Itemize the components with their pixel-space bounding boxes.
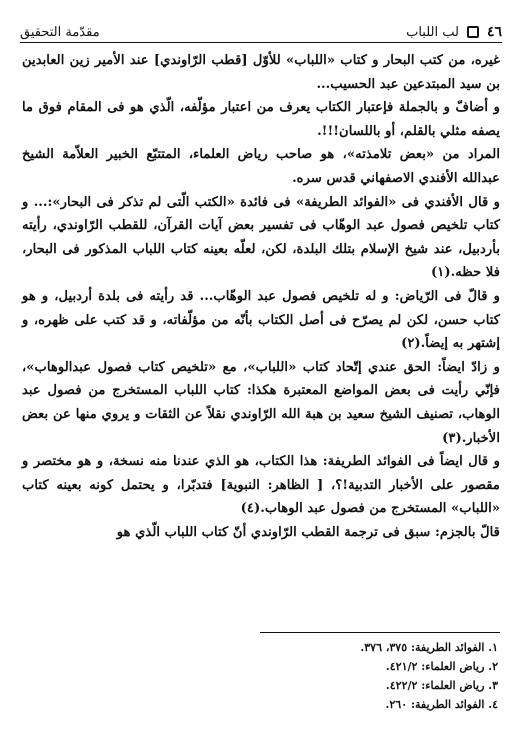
footnote: ٢. رياض العلماء: ٤٢١/٢.	[385, 660, 498, 673]
paragraph: قالّ بالجزم: سبق فى ترجمة القطب الرّاوندي أنّ كتاب اللباب الّذي هو	[116, 524, 500, 540]
footnote-divider	[260, 632, 500, 633]
paragraph: المراد من «بعض تلامذته»، هو صاحب رياض العلماء، المتتبّع الخبير العلاّمة الشيخ عبدالله الأفندي الاصفهاني قدس سره.	[22, 147, 500, 186]
footnote: ١. الفوائد الطريفة: ٣٧٥، ٣٧٦.	[360, 641, 498, 654]
paragraph: و قالّ فى الرّياض: و له تلخيص فصول عبد الوهّاب... قد رأيته فى بلدة أردبيل، و هو كتاب حسن، لكن لم يصرّح فى أصل الكتاب بأنّه من مؤلّفاته، و قد كتب على ظهره، و إشتهر به إيضاً.(٢)	[22, 288, 500, 352]
book-icon	[467, 26, 479, 38]
book-title: لب اللباب	[406, 24, 459, 40]
page-number: ٤٦	[486, 24, 502, 40]
footnotes	[198, 638, 498, 714]
paragraph: غيره، من كتب البحار و كتاب «اللباب» للأوّل [قطب الرّاوندي] عند الأمير زين العابدين بن سيد المبتدعين عبد الحسيب...	[22, 53, 500, 92]
body-text	[22, 49, 500, 544]
paragraph: و أضافّ و بالجملة فإعتبار الكتاب يعرف من اعتبار مؤلّفه، الّذي هو فى المقام فوق ما يصفه مثلي بالقلم، أو باللسان!!!.	[22, 100, 500, 139]
footnote: ٤. الفوائد الطريفة: ٢٦٠.	[385, 698, 498, 711]
paragraph: و زادّ ايضاً: الحق عندي إتّحاد كتاب «اللباب»، مع «تلخيص كتاب فصول عبدالوهاب»، فإنّي رأيت فى بعض المواضع المعتبرة هكذا: كتاب اللباب المستخرج من فصول عبد الوهاب، تصنيف الشيخ سعيد بن هبة الله الرّاوندي نقلاً عن الثقات و يروي منها عن بعض الأخبار.(٣)	[22, 359, 500, 446]
paragraph: و قال ايضاً فى الفوائد الطريفة: هذا الكتاب، هو الذي عندنا منه نسخة، و هو مختصر و مقصور على الأخبار التدبية!؟، [ الظاهر: النبوية] فتدبّرا، و يحتمل كونه بعينه كتاب «اللباب» المستخرج من فصول عبد الوهاب.(٤)	[22, 454, 500, 517]
paragraph: و قال الأفندي فى «الفوائد الطريفة» فى فائدة «الكتب الّتى لم تذكر فى البحار»:... و كتاب تلخيص فصول عبد الوهّاب فى تفسير بعض آيات القرآن، للقطب الرّاوندي، رأيته بأردبيل، عند شيخ الإسلام بتلك البلدة، لكن، لعلّه بعينه كتاب اللباب المذكور فى البحار، فلا حظه.(١)	[22, 194, 500, 281]
header-right	[406, 24, 502, 40]
header-divider	[20, 42, 502, 43]
footnote: ٣. رياض العلماء: ٤٢٢/٢.	[385, 679, 498, 692]
section-title: مقدّمة التحقيق	[20, 25, 100, 40]
page-header	[20, 14, 502, 40]
